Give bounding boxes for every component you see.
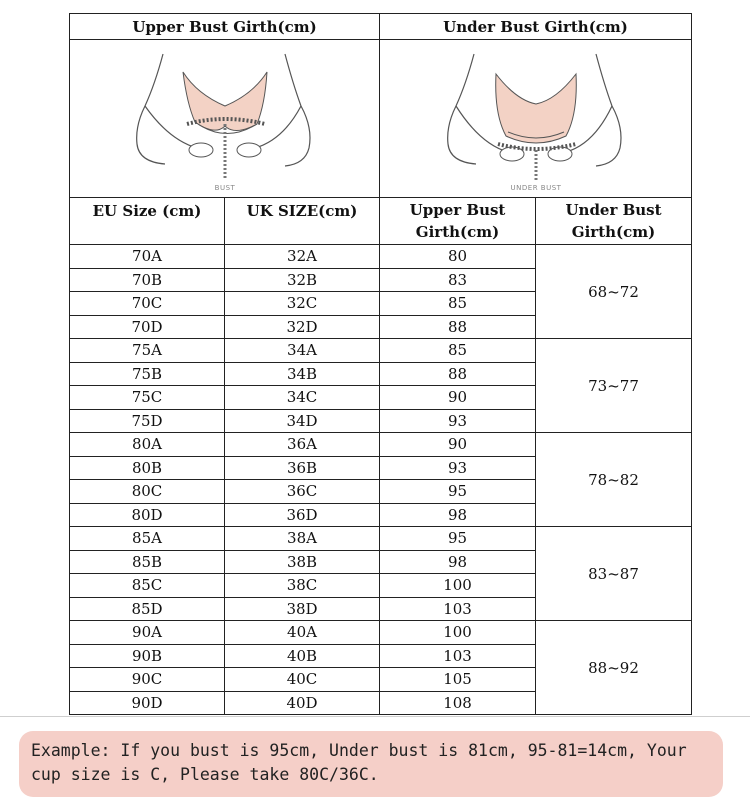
uk-size-cell: 40B	[225, 644, 380, 668]
eu-size-cell: 75B	[70, 362, 225, 386]
eu-size-cell: 90A	[70, 621, 225, 645]
eu-size-cell: 75C	[70, 386, 225, 410]
under-bust-range-cell: 88~92	[536, 621, 692, 715]
eu-size-cell: 80A	[70, 433, 225, 457]
divider	[0, 716, 750, 717]
upper-bust-cell: 90	[380, 386, 536, 410]
size-chart-table	[69, 13, 692, 715]
eu-size-cell: 70C	[70, 292, 225, 316]
uk-size-cell: 40A	[225, 621, 380, 645]
under-bust-range-cell: 78~82	[536, 433, 692, 527]
eu-size-cell: 75D	[70, 409, 225, 433]
bust-label: BUST	[214, 183, 235, 192]
col-upper-bust-line1: Upper Bust	[409, 201, 506, 219]
uk-size-cell: 36A	[225, 433, 380, 457]
table-row	[70, 621, 692, 645]
under-bust-range-cell: 83~87	[536, 527, 692, 621]
col-under-bust-line2: Girth(cm)	[571, 223, 656, 241]
uk-size-cell: 34C	[225, 386, 380, 410]
uk-size-cell: 32A	[225, 245, 380, 269]
example-note: Example: If you bust is 95cm, Under bust is 81cm, 95-81=14cm, Your cup size is C, Please take 80C/36C.	[19, 731, 723, 797]
col-under-bust-line1: Under Bust	[565, 201, 662, 219]
table-row	[70, 527, 692, 551]
uk-size-cell: 36D	[225, 503, 380, 527]
uk-size-cell: 40D	[225, 691, 380, 715]
col-under-bust	[536, 198, 692, 245]
upper-bust-cell: 88	[380, 362, 536, 386]
upper-bust-measuring-illustration	[125, 44, 325, 194]
col-eu-size: EU Size (cm)	[70, 198, 225, 245]
eu-size-cell: 70B	[70, 268, 225, 292]
eu-size-cell: 90D	[70, 691, 225, 715]
upper-bust-cell: 83	[380, 268, 536, 292]
upper-bust-cell: 100	[380, 621, 536, 645]
upper-bust-cell: 100	[380, 574, 536, 598]
eu-size-cell: 70A	[70, 245, 225, 269]
eu-size-cell: 80B	[70, 456, 225, 480]
uk-size-cell: 40C	[225, 668, 380, 692]
uk-size-cell: 36C	[225, 480, 380, 504]
upper-bust-cell: 103	[380, 597, 536, 621]
under-bust-range-cell: 73~77	[536, 339, 692, 433]
eu-size-cell: 85D	[70, 597, 225, 621]
eu-size-cell: 80D	[70, 503, 225, 527]
upper-bust-cell: 108	[380, 691, 536, 715]
under-bust-measuring-illustration	[436, 44, 636, 194]
col-upper-bust	[380, 198, 536, 245]
upper-bust-cell: 98	[380, 550, 536, 574]
uk-size-cell: 32B	[225, 268, 380, 292]
under-bust-illustration-cell	[380, 40, 692, 198]
upper-bust-title: Upper Bust Girth(cm)	[70, 14, 380, 40]
uk-size-cell: 34A	[225, 339, 380, 363]
upper-bust-cell: 95	[380, 480, 536, 504]
uk-size-cell: 32D	[225, 315, 380, 339]
upper-bust-cell: 98	[380, 503, 536, 527]
eu-size-cell: 85B	[70, 550, 225, 574]
eu-size-cell: 80C	[70, 480, 225, 504]
under-bust-label: UNDER BUST	[510, 183, 561, 192]
uk-size-cell: 38A	[225, 527, 380, 551]
eu-size-cell: 90C	[70, 668, 225, 692]
uk-size-cell: 38B	[225, 550, 380, 574]
table-row	[70, 339, 692, 363]
upper-bust-cell: 85	[380, 292, 536, 316]
under-bust-range-cell: 68~72	[536, 245, 692, 339]
upper-bust-cell: 90	[380, 433, 536, 457]
eu-size-cell: 75A	[70, 339, 225, 363]
upper-bust-cell: 85	[380, 339, 536, 363]
table-row	[70, 245, 692, 269]
eu-size-cell: 90B	[70, 644, 225, 668]
upper-bust-cell: 105	[380, 668, 536, 692]
uk-size-cell: 32C	[225, 292, 380, 316]
table-row	[70, 433, 692, 457]
col-uk-size: UK SIZE(cm)	[225, 198, 380, 245]
uk-size-cell: 38C	[225, 574, 380, 598]
upper-bust-illustration-cell	[70, 40, 380, 198]
under-bust-title: Under Bust Girth(cm)	[380, 14, 692, 40]
eu-size-cell: 85C	[70, 574, 225, 598]
col-upper-bust-line2: Girth(cm)	[415, 223, 500, 241]
uk-size-cell: 38D	[225, 597, 380, 621]
upper-bust-cell: 95	[380, 527, 536, 551]
upper-bust-cell: 103	[380, 644, 536, 668]
upper-bust-cell: 93	[380, 409, 536, 433]
uk-size-cell: 34B	[225, 362, 380, 386]
upper-bust-cell: 80	[380, 245, 536, 269]
uk-size-cell: 34D	[225, 409, 380, 433]
upper-bust-cell: 88	[380, 315, 536, 339]
upper-bust-cell: 93	[380, 456, 536, 480]
uk-size-cell: 36B	[225, 456, 380, 480]
eu-size-cell: 85A	[70, 527, 225, 551]
eu-size-cell: 70D	[70, 315, 225, 339]
